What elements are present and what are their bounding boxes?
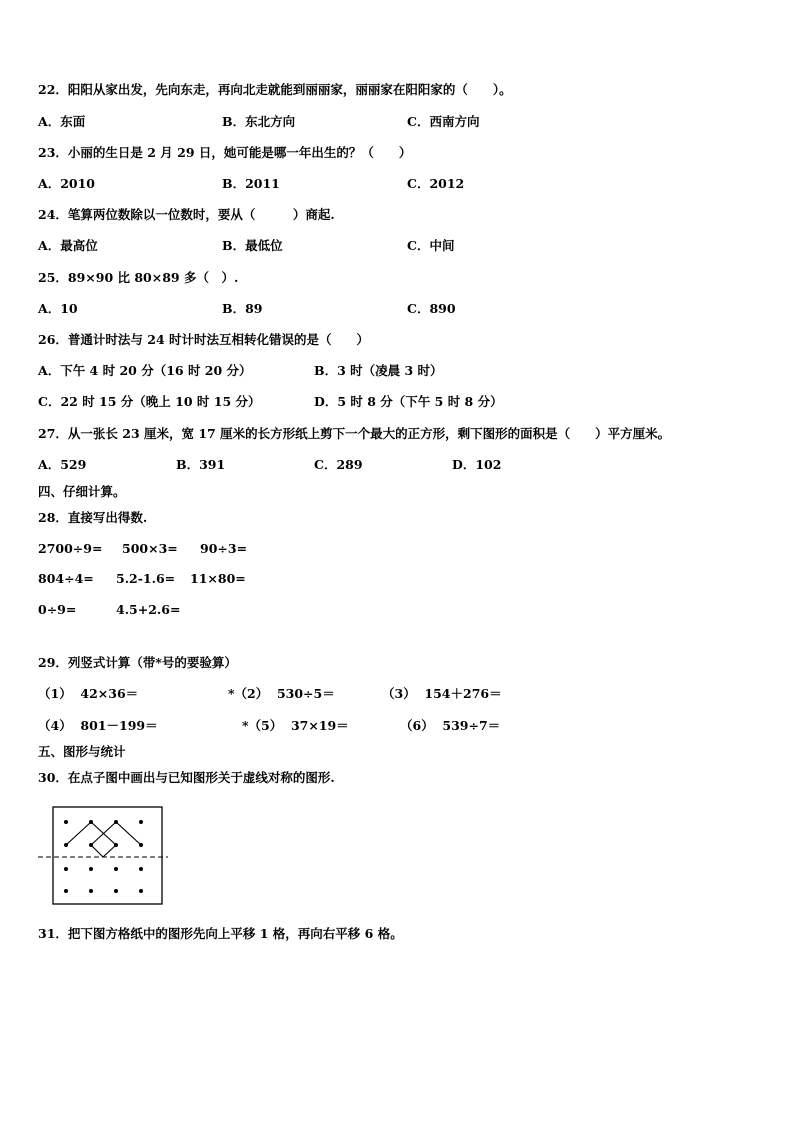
q29-item: （1） 42×36＝ (38, 686, 139, 701)
q28-item: 90÷3= (200, 541, 248, 556)
q26-option-c: C．22 时 15 分（晚上 10 时 15 分） (38, 394, 261, 409)
q26-stem: 26．普通计时法与 24 时计时法互相转化错误的是（ ） (38, 332, 369, 347)
section-4-heading: 四、仔细计算。 (38, 484, 126, 499)
q28-item: 804÷4= (38, 571, 94, 586)
q26-option-d: D．5 时 8 分（下午 5 时 8 分） (314, 394, 503, 409)
q22-stem: 22．阳阳从家出发，先向东走，再向北走就能到丽丽家，丽丽家在阳阳家的（ ）。 (38, 82, 512, 97)
q28-stem: 28．直接写出得数. (38, 510, 148, 525)
q25-option-c: C．890 (407, 301, 456, 316)
q22-option-b: B．东北方向 (222, 114, 296, 129)
q22-option-a: A．东面 (38, 114, 86, 129)
q23-option-a: A．2010 (38, 176, 95, 191)
q25-stem: 25．89×90 比 80×89 多（ ）. (38, 270, 239, 285)
q24-option-b: B．最低位 (222, 238, 283, 253)
given-shape (66, 822, 141, 857)
q24-stem: 24．笔算两位数除以一位数时，要从（ ）商起. (38, 207, 335, 222)
q22-option-c: C．西南方向 (407, 114, 480, 129)
q26-option-b: B．3 时（凌晨 3 时） (314, 363, 443, 378)
q23-option-c: C．2012 (407, 176, 465, 191)
q28-item: 500×3= (122, 541, 178, 556)
q28-item: 2700÷9= (38, 541, 103, 556)
q26-option-a: A．下午 4 时 20 分（16 时 20 分） (38, 363, 252, 378)
q29-item: *（5） 37×19＝ (242, 718, 349, 733)
q28-item: 5.2-1.6= (116, 571, 176, 586)
q29-item: （6） 539÷7＝ (400, 718, 501, 733)
q23-stem: 23．小丽的生日是 2 月 29 日，她可能是哪一年出生的？（ ） (38, 145, 412, 160)
q29-item: *（2） 530÷5＝ (228, 686, 335, 701)
q28-item: 4.5+2.6= (116, 602, 181, 617)
q27-option-b: B．391 (176, 457, 226, 472)
q23-option-b: B．2011 (222, 176, 280, 191)
q29-item: （4） 801－199＝ (38, 718, 158, 733)
q30-stem: 30．在点子图中画出与已知图形关于虚线对称的图形. (38, 770, 335, 785)
q25-option-a: A．10 (38, 301, 78, 316)
section-5-heading: 五、图形与统计 (38, 744, 126, 759)
q28-item: 11×80= (190, 571, 246, 586)
q28-item: 0÷9= (38, 602, 77, 617)
q27-option-c: C．289 (314, 457, 363, 472)
q29-item: （3） 154＋276＝ (382, 686, 502, 701)
q24-option-c: C．中间 (407, 238, 455, 253)
q27-stem: 27．从一张长 23 厘米，宽 17 厘米的长方形纸上剪下一个最大的正方形，剩下图形的面积是（ ）平方厘米。 (38, 426, 671, 441)
q24-option-a: A．最高位 (38, 238, 98, 253)
q31-stem: 31．把下图方格纸中的图形先向上平移 1 格，再向右平移 6 格。 (38, 926, 403, 941)
q27-option-a: A．529 (38, 457, 87, 472)
q29-stem: 29．列竖式计算（带*号的要验算） (38, 655, 237, 670)
figure-border (53, 807, 162, 904)
q27-option-d: D．102 (452, 457, 502, 472)
q25-option-b: B．89 (222, 301, 263, 316)
dot-grid-figure (36, 800, 172, 910)
